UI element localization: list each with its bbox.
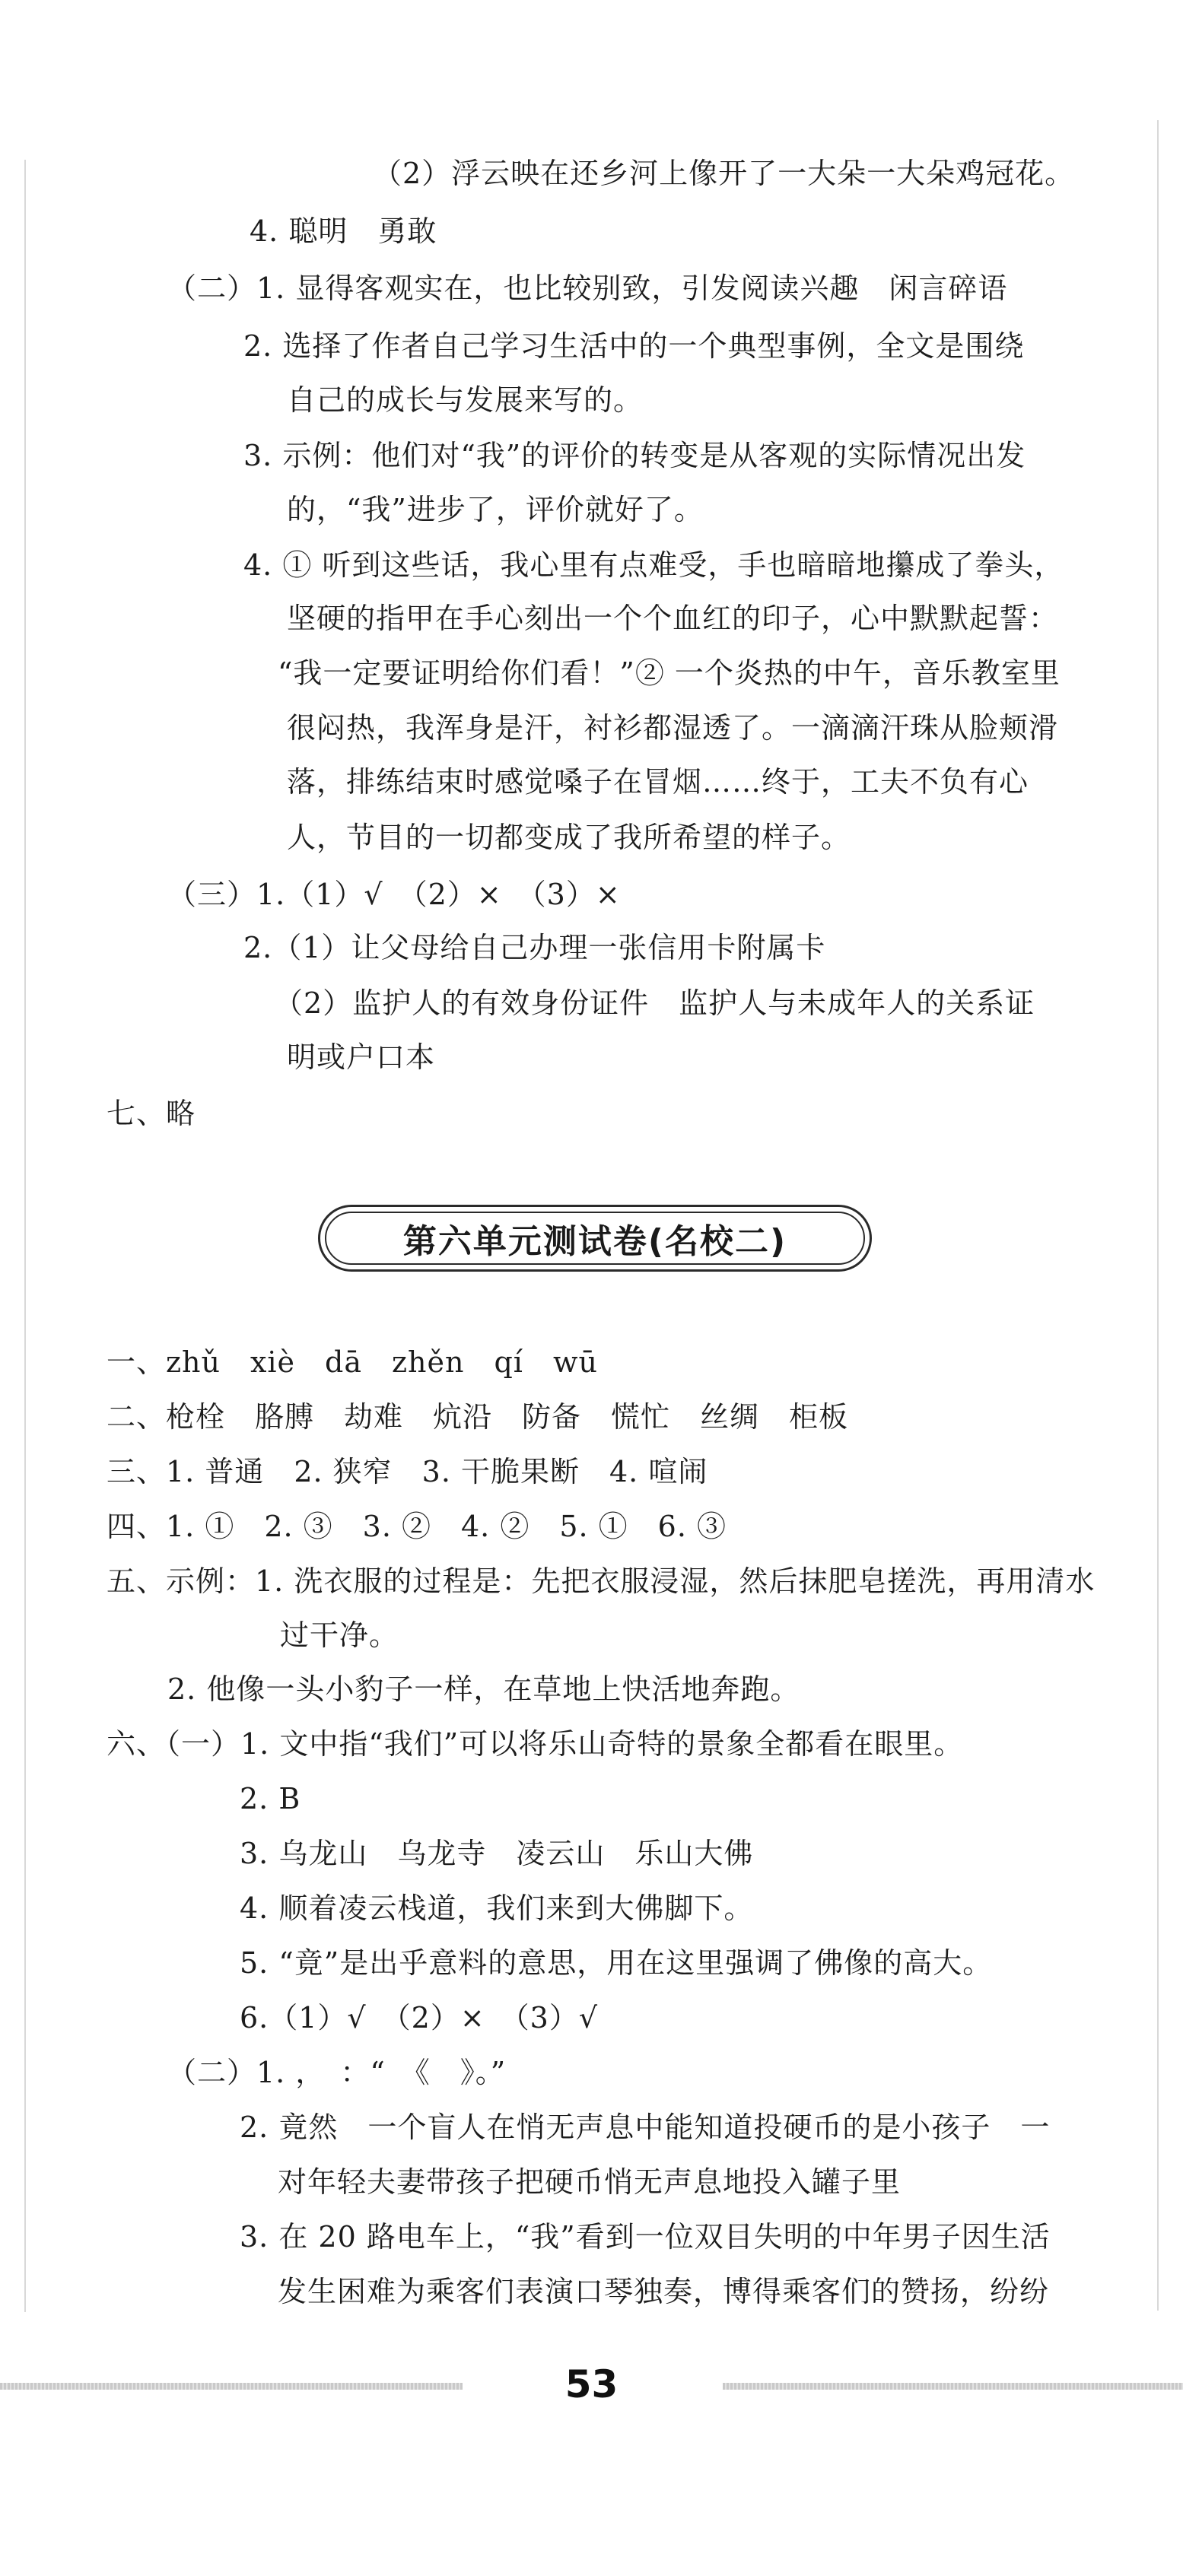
answer-line: 2.（1）让父母给自己办理一张信用卡附属卡	[243, 931, 826, 964]
answer-line: 三、1. 普通 2. 狭窄 3. 干脆果断 4. 喧闹	[107, 1455, 708, 1488]
answer-line: 一、zhǔ xiè dā zhěn qí wū	[107, 1345, 598, 1379]
answer-line: 2. B	[240, 1782, 301, 1815]
answer-line: 六、（一）1. 文中指“我们”可以将乐山奇特的景象全都看在眼里。	[107, 1727, 964, 1761]
answer-line: 5. “竟”是出乎意料的意思，用在这里强调了佛像的高大。	[240, 1946, 993, 1980]
answer-line: 4. 聪明 勇敢	[250, 214, 437, 248]
left-margin-rule	[24, 160, 26, 2312]
answer-line: 很闷热，我浑身是汗，衬衫都湿透了。一滴滴汗珠从脸颊滑	[287, 711, 1059, 745]
answer-line: 4. ① 听到这些话，我心里有点难受，手也暗暗地攥成了拳头，	[243, 548, 1064, 582]
answer-line: 坚硬的指甲在手心刻出一个个血红的印子，心中默默起誓：	[287, 602, 1059, 635]
answer-line: 发生困难为乘客们表演口琴独奏，博得乘客们的赞扬，纷纷	[278, 2275, 1050, 2308]
answer-line: 2. 他像一头小豹子一样，在草地上快活地奔跑。	[167, 1672, 800, 1706]
answer-line: （2）监护人的有效身份证件 监护人与未成年人的关系证	[274, 986, 1035, 1020]
footer-rule-left	[0, 2383, 463, 2390]
page-number: 53	[564, 2362, 619, 2406]
answer-line: 人，节目的一切都变成了我所希望的样子。	[287, 821, 851, 854]
section-title-inner	[325, 1212, 865, 1265]
answer-line: 4. 顺着凌云栈道，我们来到大佛脚下。	[240, 1892, 754, 1925]
answer-line: （2）浮云映在还乡河上像开了一大朵一大朵鸡冠花。	[373, 157, 1075, 190]
answer-line: （三）1.（1）√ （2）× （3）×	[167, 878, 621, 911]
answer-line: 的，“我”进步了，评价就好了。	[287, 493, 704, 526]
answer-line: 二、枪栓 胳膊 劫难 炕沿 防备 慌忙 丝绸 柜板	[107, 1400, 849, 1434]
answer-line: 对年轻夫妻带孩子把硬币悄无声息地投入罐子里	[278, 2165, 902, 2199]
right-margin-rule	[1157, 120, 1159, 2311]
answer-line: 落，排练结束时感觉嗓子在冒烟……终于，工夫不负有心	[287, 765, 1029, 799]
answer-line: 过干净。	[280, 1618, 399, 1652]
answer-line: 3. 乌龙山 乌龙寺 凌云山 乐山大佛	[240, 1837, 754, 1870]
footer-rule-right	[723, 2383, 1183, 2390]
answer-line: 2. 竟然 一个盲人在悄无声息中能知道投硬币的是小孩子 一	[240, 2111, 1051, 2144]
section-title-box	[318, 1205, 872, 1272]
answer-line: 6.（1）√ （2）× （3）√	[240, 2001, 599, 2034]
section-title: 第六单元测试卷(名校二)	[402, 1222, 787, 1261]
answer-line: 2. 选择了作者自己学习生活中的一个典型事例，全文是围绕	[243, 329, 1025, 363]
answer-line: （二）1. ， ：“ 《 》。”	[167, 2056, 507, 2089]
answer-line: 五、示例：1. 洗衣服的过程是：先把衣服浸湿，然后抹肥皂搓洗，再用清水	[107, 1564, 1096, 1598]
answer-line: 自己的成长与发展来写的。	[287, 383, 644, 417]
answer-line: 四、1. ① 2. ③ 3. ② 4. ② 5. ① 6. ③	[107, 1510, 727, 1543]
answer-line: 3. 示例：他们对“我”的评价的转变是从客观的实际情况出发	[243, 439, 1026, 472]
answer-line: “我一定要证明给你们看！”② 一个炎热的中午，音乐教室里	[278, 656, 1061, 690]
answer-line: 七、略	[107, 1097, 196, 1130]
answer-line: 3. 在 20 路电车上，“我”看到一位双目失明的中年男子因生活	[240, 2220, 1051, 2254]
answer-line: 明或户口本	[287, 1040, 436, 1074]
answer-line: （二）1. 显得客观实在，也比较别致，引发阅读兴趣 闲言碎语	[167, 272, 1008, 305]
